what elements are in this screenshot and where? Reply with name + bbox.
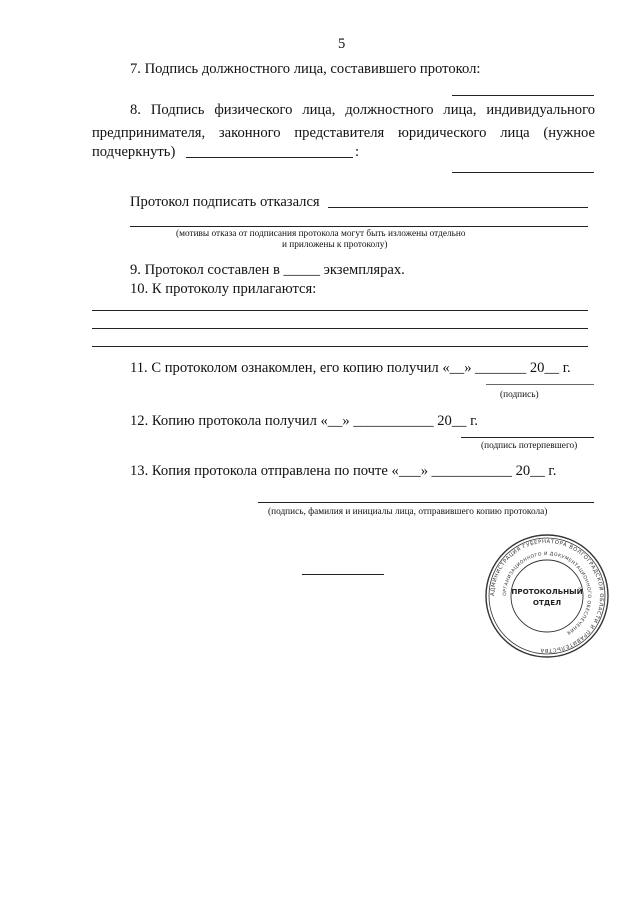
- item-10-text: 10. К протоколу прилагаются:: [130, 281, 317, 297]
- stamp-center-line-1: ПРОТОКОЛЬНЫЙ: [511, 587, 583, 596]
- item-13-text: 13. Копия протокола отправлена по почте «___» ___________ 20__ г.: [130, 463, 557, 479]
- refused-note-2: и приложены к протоколу): [282, 240, 388, 250]
- refused-label: Протокол подписать отказался: [130, 194, 320, 210]
- closing-rule: [302, 574, 384, 575]
- stamp-center-line-2: ОТДЕЛ: [532, 598, 562, 607]
- attachments-line-3: [92, 346, 588, 347]
- protocol-department-stamp: [484, 533, 610, 659]
- stamp-outer-ring-text: АДМИНИСТРАЦИЯ ГУБЕРНАТОРА ВОЛГОГРАДСКОЙ ОБЛАСТИ И ПРАВИТЕЛЬСТВА: [489, 538, 605, 654]
- item-8-line-2: предпринимателя, законного представителя юридического лица (нужное: [92, 125, 595, 141]
- attachments-line-1: [92, 310, 588, 311]
- item-13-caption: (подпись, фамилия и инициалы лица, отправившего копию протокола): [268, 507, 548, 517]
- item-9-text: 9. Протокол составлен в _____ экземплярах.: [130, 262, 405, 278]
- item-12-text: 12. Копию протокола получил «__» ___________ 20__ г.: [130, 413, 479, 429]
- item-11-caption: (подпись): [500, 390, 539, 400]
- page-number: 5: [338, 36, 346, 52]
- item-8-line-1: 8. Подпись физического лица, должностного лица, индивидуального: [130, 102, 595, 118]
- item-8-underline-field: [186, 157, 353, 158]
- item-7-text: 7. Подпись должностного лица, составившего протокол:: [130, 61, 481, 77]
- item-12-signature-line: [461, 437, 594, 438]
- refused-line-1: [328, 207, 588, 208]
- item-11-signature-line: [486, 384, 594, 385]
- item-13-signature-line: [258, 502, 594, 503]
- refused-note-1: (мотивы отказа от подписания протокола могут быть изложены отдельно: [176, 229, 466, 239]
- item-8-signature-line: [452, 172, 594, 173]
- refused-line-2: [130, 226, 588, 227]
- item-12-caption: (подпись потерпевшего): [481, 441, 578, 451]
- item-11-text: 11. С протоколом ознакомлен, его копию получил «__» _______ 20__ г.: [130, 360, 571, 376]
- attachments-line-2: [92, 328, 588, 329]
- item-8-line-3-suffix: :: [355, 144, 360, 160]
- stamp-inner-ring-text: ОРГАНИЗАЦИОННОГО И ДОКУМЕНТАЦИОННОГО ОБЕСПЕЧЕНИЯ: [502, 551, 592, 635]
- item-8-line-3-prefix: подчеркнуть): [92, 144, 176, 160]
- item-7-signature-line: [452, 95, 594, 96]
